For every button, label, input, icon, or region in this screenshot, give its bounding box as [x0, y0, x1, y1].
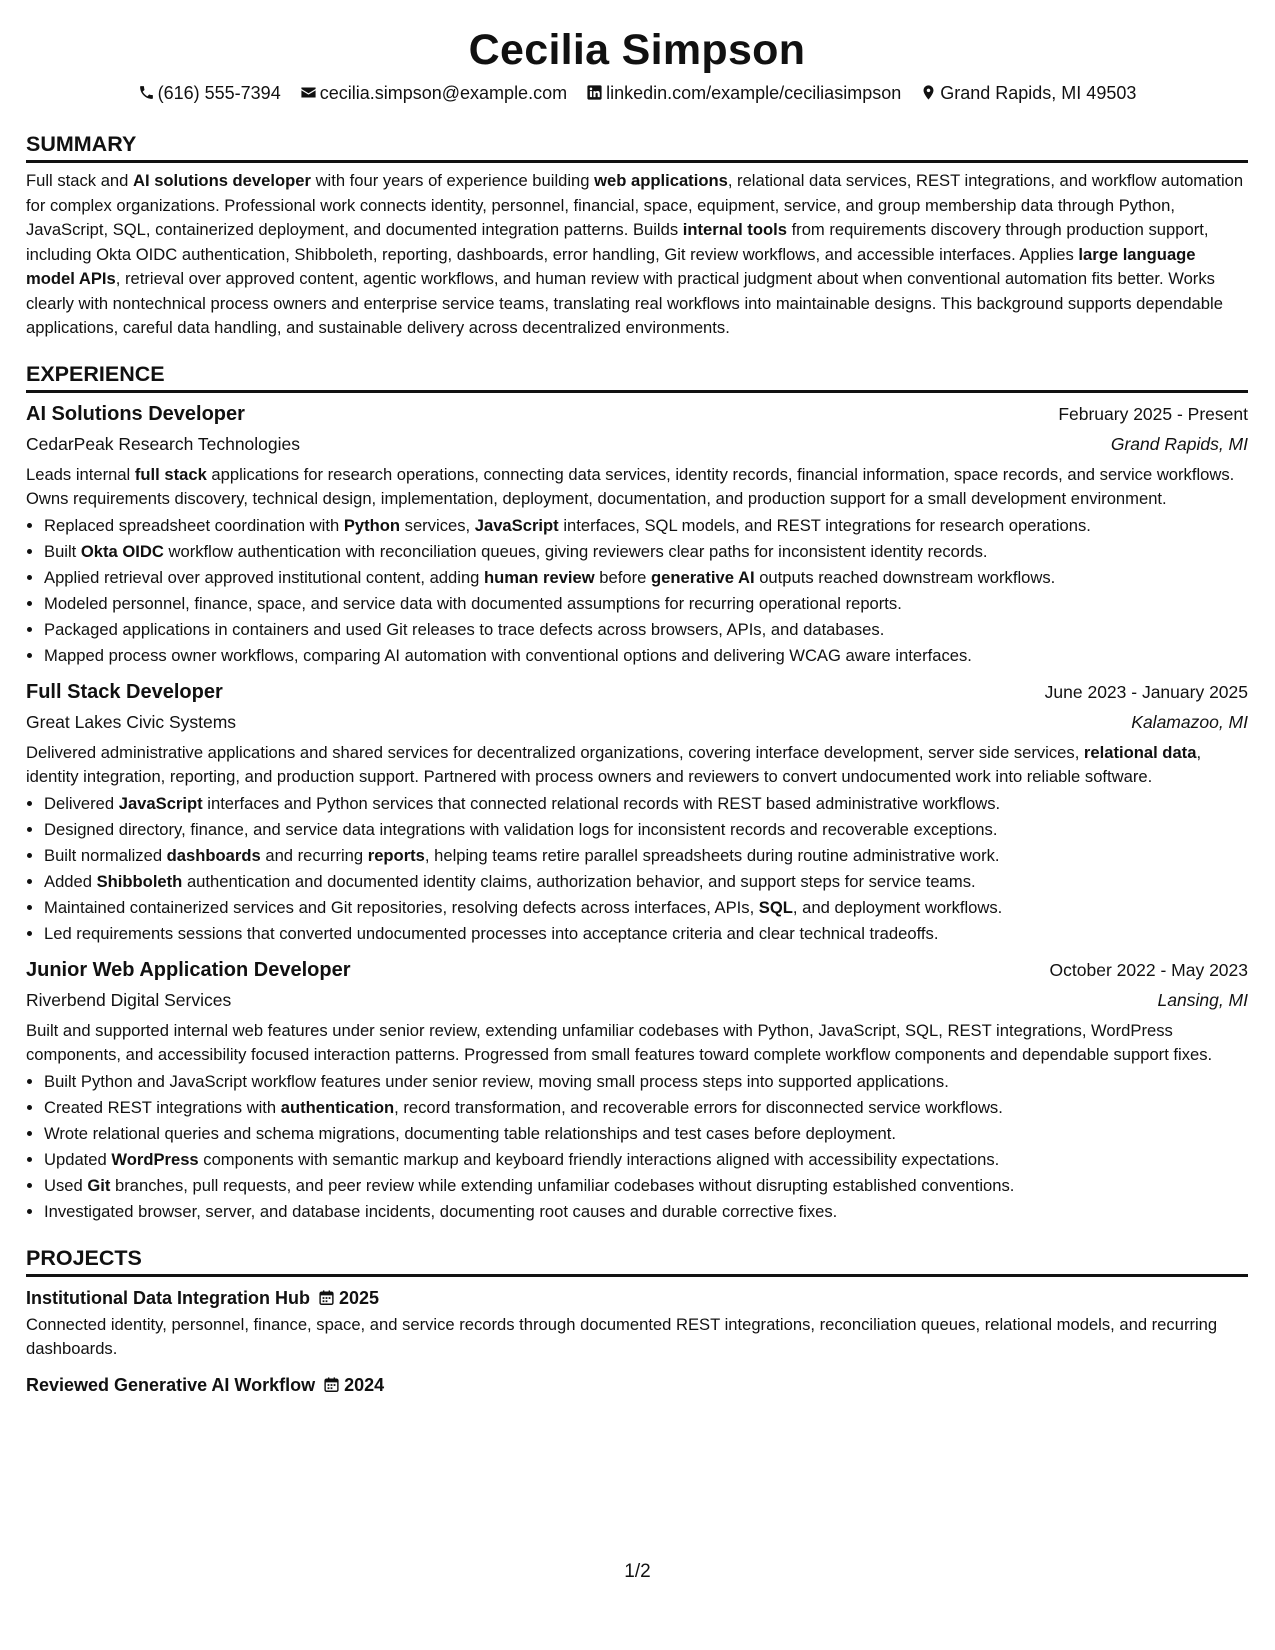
- contact-phone-text: (616) 555-7394: [157, 83, 281, 103]
- job-title: AI Solutions Developer: [26, 402, 245, 425]
- emphasis-text: Python: [343, 515, 401, 535]
- emphasis-text: relational data: [1083, 742, 1197, 762]
- bullet-item: • Used Git branches, pull requests, and peer review while extending unfamiliar codebases without disrupting established conventions.: [44, 1173, 1248, 1199]
- bullet-item: • Wrote relational queries and schema migrations, documenting table relationships and test cases before deployment.: [44, 1121, 1248, 1147]
- emphasis-text: web applications: [594, 171, 728, 190]
- emphasis-text: SQL: [758, 897, 793, 917]
- map-pin-icon: [920, 84, 937, 101]
- contact-linkedin[interactable]: [586, 81, 901, 105]
- bullet-item: • Packaged applications in containers and used Git releases to trace defects across browsers, APIs, and databases.: [44, 617, 1248, 643]
- job-description: Delivered administrative applications and shared services for decentralized organizations, covering interface development, server side services, relational data, identity integration, reporting, and production support. Partnered with process owners and reviewers to convert undocumented work into reliable software.: [26, 742, 1202, 786]
- emphasis-text: generative AI: [650, 567, 755, 587]
- bullet-item: • Designed directory, finance, and service data integrations with validation logs for inconsistent records and recoverable exceptions.: [44, 817, 1248, 843]
- bullet-item: • Led requirements sessions that converted undocumented processes into acceptance criteria and clear technical tradeoffs.: [44, 921, 1248, 947]
- project-year: 2024: [344, 1374, 385, 1395]
- bullet-item: • Added Shibboleth authentication and documented identity claims, authorization behavior, and support steps for service teams.: [44, 869, 1248, 895]
- bullet-item: • Built normalized dashboards and recurring reports, helping teams retire parallel spreadsheets during routine administrative work.: [44, 843, 1248, 869]
- job-dates: February 2025 - Present: [1058, 403, 1248, 424]
- bullet-item: • Replaced spreadsheet coordination with Python services, JavaScript interfaces, SQL models, and REST integrations for research operations.: [44, 513, 1248, 539]
- project-entry: [26, 1372, 1248, 1398]
- contact-linkedin-text: linkedin.com/example/ceciliasimpson: [606, 83, 902, 103]
- job-dates: October 2022 - May 2023: [1049, 959, 1248, 980]
- contact-location: [920, 81, 1136, 105]
- bullet-item: • Maintained containerized services and Git repositories, resolving defects across interfaces, APIs, SQL, and deployment workflows.: [44, 895, 1248, 921]
- emphasis-text: JavaScript: [474, 515, 559, 535]
- project-title: [26, 1372, 1248, 1398]
- resume-content: [26, 22, 1248, 1398]
- emphasis-text: JavaScript: [118, 793, 203, 813]
- summary-heading: SUMMARY: [26, 131, 1248, 163]
- phone-icon: [138, 84, 155, 101]
- page-number: 1/2: [624, 1561, 651, 1582]
- bullet-item: • Modeled personnel, finance, space, and service data with documented assumptions for recurring operational reports.: [44, 591, 1248, 617]
- bullet-item: • Updated WordPress components with semantic markup and keyboard friendly interactions aligned with accessibility expectations.: [44, 1147, 1248, 1173]
- emphasis-text: Git: [87, 1175, 111, 1195]
- calendar-icon: [323, 1376, 340, 1393]
- job-description: Built and supported internal web features under senior review, extending unfamiliar codebases with Python, JavaScript, SQL, REST integrations, WordPress components, and accessibility focused interaction patterns. Progressed from small features toward complete workflow components and dependable support fixes.: [26, 1020, 1213, 1064]
- emphasis-text: WordPress: [111, 1149, 199, 1169]
- projects-heading: PROJECTS: [26, 1245, 1248, 1277]
- envelope-icon: [300, 84, 317, 101]
- company-name: CedarPeak Research Technologies: [26, 433, 301, 454]
- job-bullets: [26, 513, 1248, 669]
- emphasis-text: authentication: [280, 1097, 395, 1117]
- contact-location-text: Grand Rapids, MI 49503: [940, 83, 1137, 103]
- bullet-item: • Created REST integrations with authentication, record transformation, and recoverable errors for disconnected service workflows.: [44, 1095, 1248, 1121]
- bullet-item: • Mapped process owner workflows, comparing AI automation with conventional options and delivering WCAG aware interfaces.: [44, 643, 1248, 669]
- experience-heading: EXPERIENCE: [26, 361, 1248, 393]
- company-name: Great Lakes Civic Systems: [26, 711, 237, 732]
- linkedin-icon: [586, 84, 603, 101]
- emphasis-text: Okta OIDC: [80, 541, 164, 561]
- project-name: Institutional Data Integration Hub: [26, 1287, 310, 1308]
- emphasis-text: reports: [367, 845, 425, 865]
- emphasis-text: dashboards: [166, 845, 261, 865]
- contact-bar: [26, 81, 1248, 105]
- job-location: Kalamazoo, MI: [1131, 711, 1248, 732]
- emphasis-text: large language model APIs: [26, 244, 1196, 288]
- job-description: Leads internal full stack applications for research operations, connecting data services, identity records, financial information, space records, and service workflows. Owns requirements discovery, technical design, implementation, deployment, documentation, and production support for a small development environment.: [26, 464, 1235, 508]
- job-entry: [26, 399, 1248, 669]
- project-description: Connected identity, personnel, finance, space, and service records through documented REST integrations, reconciliation queues, relational models, and recurring dashboards.: [26, 1314, 1218, 1358]
- contact-email-text: cecilia.simpson@example.com: [319, 83, 568, 103]
- job-entry: [26, 677, 1248, 947]
- summary-text: Full stack and AI solutions developer with four years of experience building web applications, relational data services, REST integrations, and workflow automation for complex organizations. Professional work connects identity, personnel, financial, space, equipment, service, and group membership data through Python, JavaScript, SQL, containerized deployment, and documented integration patterns. Builds internal tools from requirements discovery through production support, including Okta OIDC authentication, Shibboleth, reporting, dashboards, error handling, Git review workflows, and accessible interfaces. Applies large language model APIs, retrieval over approved content, agentic workflows, and human review with practical judgment about when conventional automation fits better. Works clearly with nontechnical process owners and enterprise service teams, translating real workflows into maintainable designs. This background supports dependable applications, careful data handling, and sustainable delivery across decentralized environments.: [26, 171, 1244, 337]
- job-bullets: [26, 1069, 1248, 1225]
- bullet-item: • Applied retrieval over approved institutional content, adding human review before generative AI outputs reached downstream workflows.: [44, 565, 1248, 591]
- emphasis-text: AI solutions developer: [132, 171, 311, 190]
- project-year: 2025: [339, 1287, 380, 1308]
- project-name: Reviewed Generative AI Workflow: [26, 1374, 316, 1395]
- emphasis-text: full stack: [134, 464, 207, 484]
- job-entry: [26, 955, 1248, 1225]
- job-location: Lansing, MI: [1157, 989, 1248, 1010]
- job-dates: June 2023 - January 2025: [1044, 681, 1248, 702]
- bullet-item: • Built Okta OIDC workflow authentication with reconciliation queues, giving reviewers clear paths for inconsistent identity records.: [44, 539, 1248, 565]
- emphasis-text: internal tools: [682, 220, 787, 239]
- emphasis-text: human review: [484, 567, 595, 587]
- contact-phone[interactable]: [138, 81, 281, 105]
- emphasis-text: Shibboleth: [96, 871, 183, 891]
- job-bullets: [26, 791, 1248, 947]
- job-title: Junior Web Application Developer: [26, 958, 351, 981]
- project-entry: [26, 1285, 1248, 1362]
- company-name: Riverbend Digital Services: [26, 989, 232, 1010]
- job-location: Grand Rapids, MI: [1110, 433, 1248, 454]
- contact-email[interactable]: [300, 81, 567, 105]
- bullet-item: • Investigated browser, server, and database incidents, documenting root causes and durable corrective fixes.: [44, 1199, 1248, 1225]
- calendar-icon: [318, 1289, 335, 1306]
- job-title: Full Stack Developer: [26, 680, 223, 703]
- bullet-item: • Built Python and JavaScript workflow features under senior review, moving small process steps into supported applications.: [44, 1069, 1248, 1095]
- candidate-name: Cecilia Simpson: [468, 26, 806, 74]
- bullet-item: • Delivered JavaScript interfaces and Python services that connected relational records with REST based administrative workflows.: [44, 791, 1248, 817]
- project-title: [26, 1285, 1248, 1311]
